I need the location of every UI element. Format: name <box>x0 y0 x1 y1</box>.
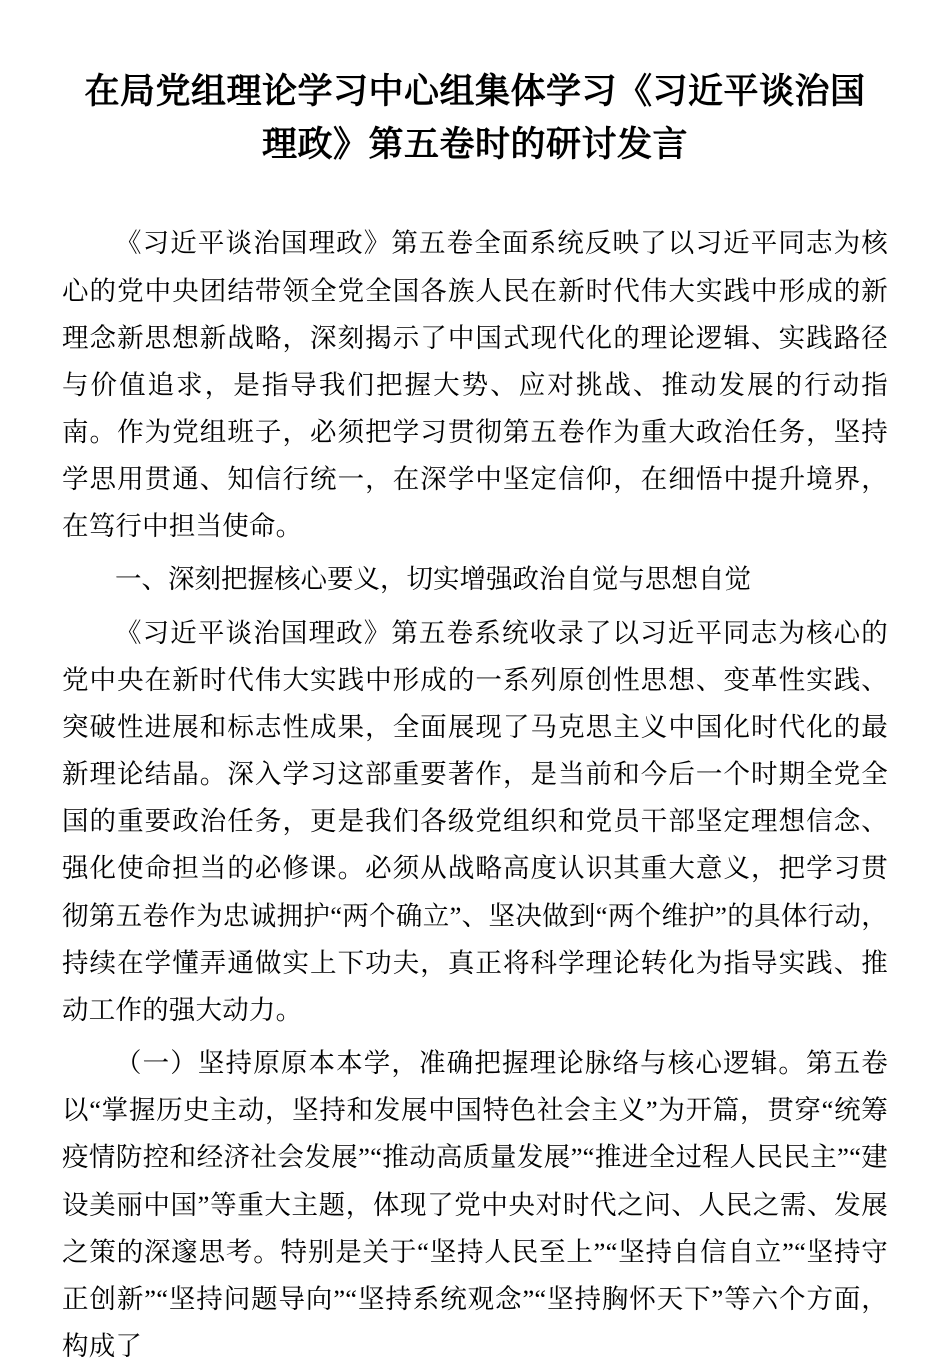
paragraph-2: 《习近平谈治国理政》第五卷系统收录了以习近平同志为核心的党中央在新时代伟大实践中形成的一系列原创性思想、变革性实践、突破性进展和标志性成果，全面展现了马克思主义中国化时代化的最新理论结晶。深入学习这部重要著作，是当前和今后一个时期全党全国的重要政治任务，更是我们各级党组织和党员干部坚定理想信念、强化使命担当的必修课。必须从战略高度认识其重大意义，把学习贯彻第五卷作为忠诚拥护“两个确立”、坚决做到“两个维护”的具体行动，持续在学懂弄通做实上下功夫，真正将科学理论转化为指导实践、推动工作的强大动力。 <box>62 617 888 1025</box>
section-heading-1: 一、深刻把握核心要义，切实增强政治自觉与思想自觉 <box>115 564 751 595</box>
paragraph-3: （一）坚持原原本本学，准确把握理论脉络与核心逻辑。第五卷以“掌握历史主动，坚持和发展中国特色社会主义”为开篇，贯穿“统筹疫情防控和经济社会发展”“推动高质量发展”“推进全过程人民民主”“建设美丽中国”等重大主题，体现了党中央对时代之问、人民之需、发展之策的深邃思考。特别是关于“坚持人民至上”“坚持自信自立”“坚持守正创新”“坚持问题导向”“坚持系统观念”“坚持胸怀天下”等六个方面，构成了 <box>62 1048 888 1361</box>
document-body <box>62 220 888 1370</box>
page-title: 在局党组理论学习中心组集体学习《习近平谈治国理政》第五卷时的研讨发言 <box>84 72 866 166</box>
paragraph-1: 《习近平谈治国理政》第五卷全面系统反映了以习近平同志为核心的党中央团结带领全党全国各族人民在新时代伟大实践中形成的新理念新思想新战略，深刻揭示了中国式现代化的理论逻辑、实践路径与价值追求，是指导我们把握大势、应对挑战、推动发展的行动指南。作为党组班子，必须把学习贯彻第五卷作为重大政治任务，坚持学思用贯通、知信行统一，在深学中坚定信仰，在细悟中提升境界，在笃行中担当使命。 <box>62 228 888 542</box>
